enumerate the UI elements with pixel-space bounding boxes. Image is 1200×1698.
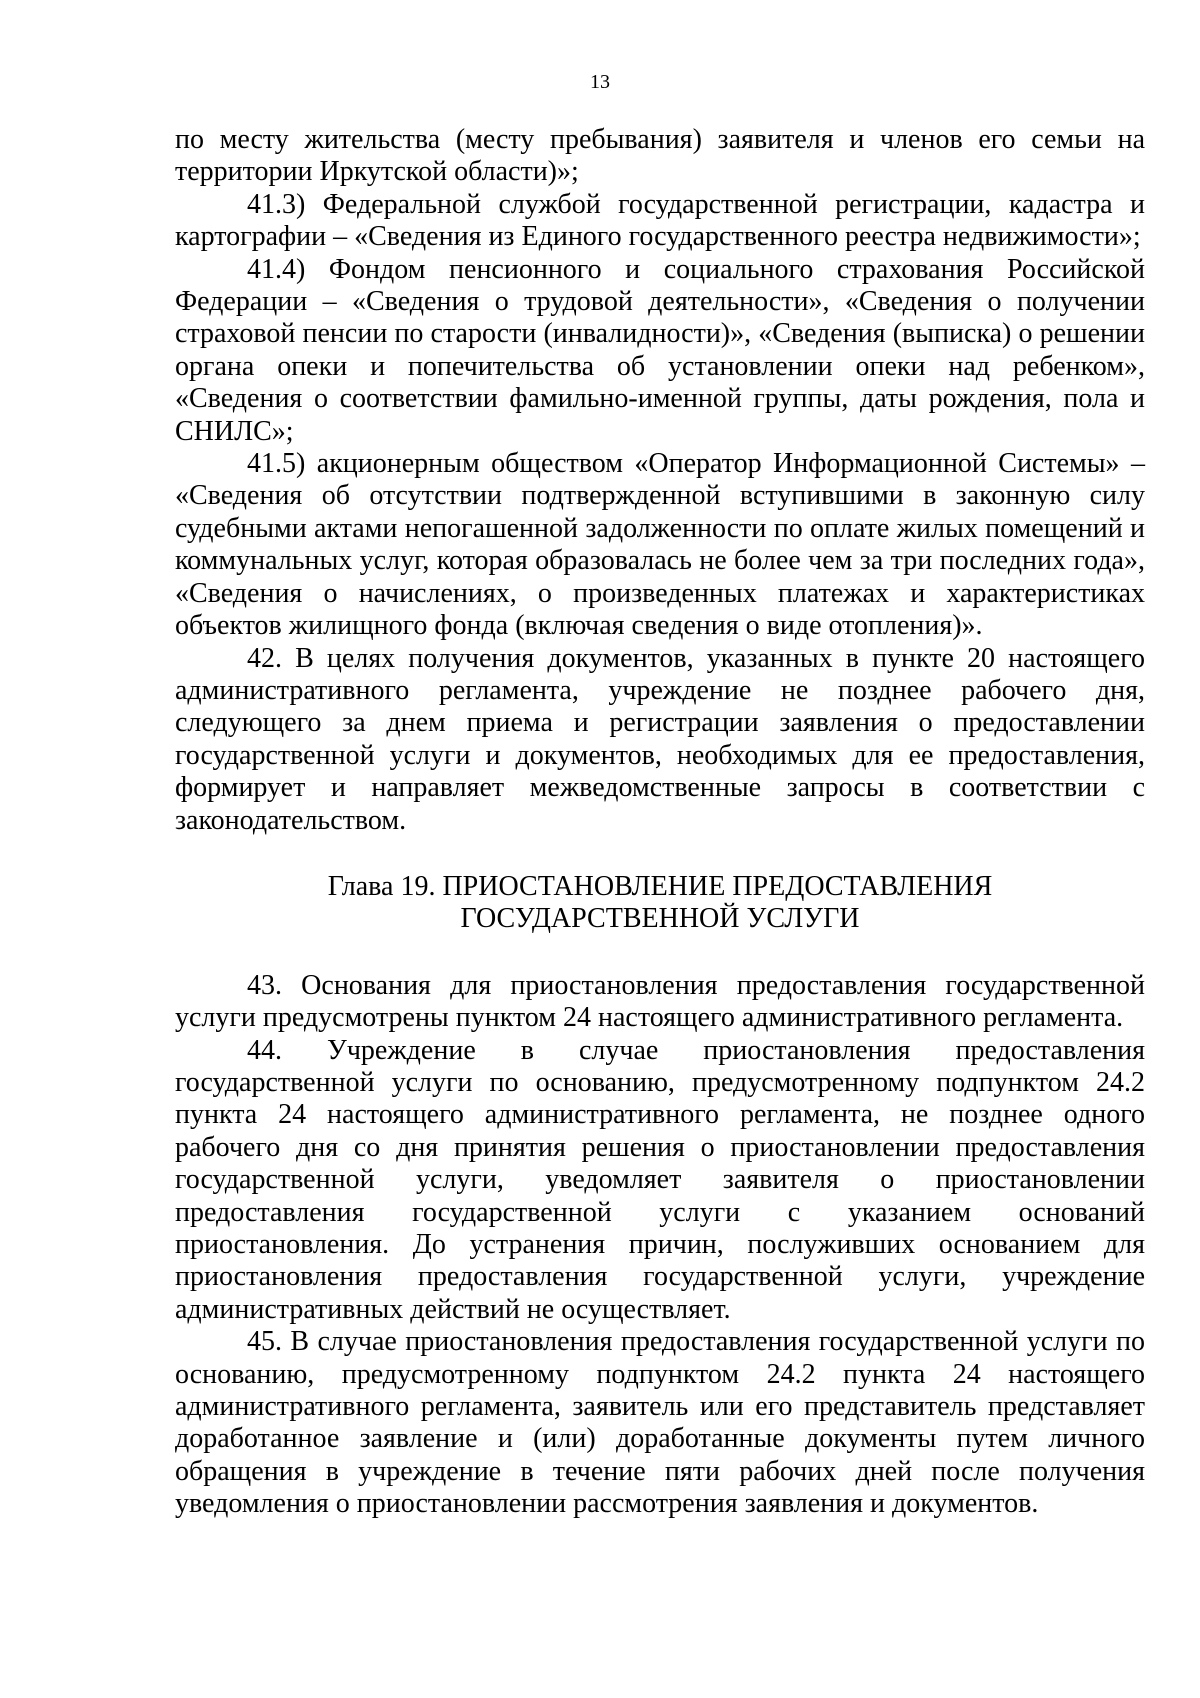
paragraph-continuation: по месту жительства (месту пребывания) заявителя и членов его семьи на территории Иркутской области)»; <box>175 124 1145 188</box>
paragraph-43: 43. Основания для приостановления предоставления государственной услуги предусмотрены пунктом 24 настоящего административного регламента. <box>175 969 1145 1034</box>
paragraph-44: 44. Учреждение в случае приостановления предоставления государственной услуги по основанию, предусмотренному подпунктом 24.2 пункта 24 настоящего административного регламента, не позднее одного рабочего дня со дня принятия решения о приостановлении предоставления государственной услуги, уведомляет заявителя о приостановлении предоставления государственной услуги с указанием оснований приостановления. До устранения причин, послуживших основанием для приостановления предоставления государственной услуги, учреждение административных действий не осуществляет. <box>175 1034 1145 1325</box>
paragraph-41-4: 41.4) Фондом пенсионного и социального страхования Российской Федерации – «Сведения о трудовой деятельности», «Сведения о получении страховой пенсии по старости (инвалидности)», «Сведения (выписка) о решении органа опеки и попечительства об установлении опеки над ребенком», «Сведения о соответствии фамильно-именной группы, даты рождения, пола и СНИЛС»; <box>175 253 1145 447</box>
chapter-heading <box>175 871 1145 936</box>
paragraph-41-5: 41.5) акционерным обществом «Оператор Информационной Системы» – «Сведения об отсутствии подтвержденной вступившими в законную силу судебными актами непогашенной задолженности по оплате жилых помещений и коммунальных услуг, которая образовалась не более чем за три последних года», «Сведения о начислениях, о произведенных платежах и характеристиках объектов жилищного фонда (включая сведения о виде отопления)». <box>175 448 1145 642</box>
paragraph-42: 42. В целях получения документов, указанных в пункте 20 настоящего административного регламента, учреждение не позднее рабочего дня, следующего за днем приема и регистрации заявления о предоставлении государственной услуги и документов, необходимых для ее предоставления, формирует и направляет межведомственные запросы в соответствии с законодательством. <box>175 642 1145 836</box>
paragraph-45: 45. В случае приостановления предоставления государственной услуги по основанию, предусмотренному подпунктом 24.2 пункта 24 настоящего административного регламента, заявитель или его представитель представляет доработанное заявление и (или) доработанные документы путем личного обращения в учреждение в течение пяти рабочих дней после получения уведомления о приостановлении рассмотрения заявления и документов. <box>175 1326 1145 1520</box>
chapter-heading-line-2: ГОСУДАРСТВЕННОЙ УСЛУГИ <box>460 903 860 935</box>
chapter-heading-line-1: Глава 19. ПРИОСТАНОВЛЕНИЕ ПРЕДОСТАВЛЕНИЯ <box>327 870 993 902</box>
document-body <box>175 124 1145 1521</box>
page-number: 13 <box>590 71 610 93</box>
paragraph-41-3: 41.3) Федеральной службой государственной регистрации, кадастра и картографии – «Сведения из Единого государственного реестра недвижимости»; <box>175 188 1145 253</box>
